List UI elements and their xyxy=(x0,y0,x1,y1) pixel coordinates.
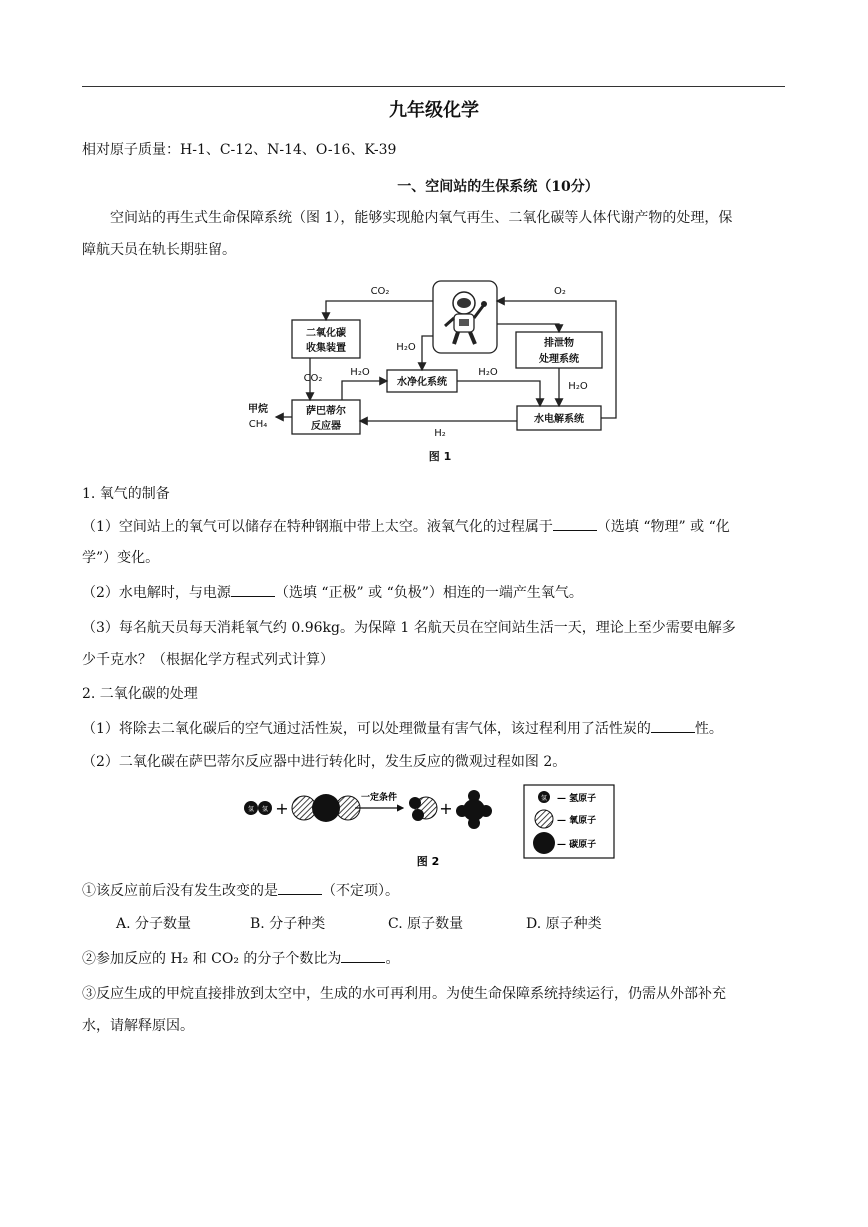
q2-sub2: ②参加反应的 H₂ 和 CO₂ 的分子个数比为 。 xyxy=(82,948,399,969)
intro-line-1: 空间站的再生式生命保障系统（图 1），能够实现舱内氧气再生、二氧化碳等人体代谢产物的处理，保 xyxy=(110,210,733,226)
q2-sub3-line1: ③反应生成的甲烷直接排放到太空中，生成的水可再利用。为使生命保障系统持续运行，仍需从外部补充 xyxy=(82,986,726,1002)
q2-sub3-line2: 水，请解释原因。 xyxy=(82,1018,194,1034)
svg-text:氢: 氢 xyxy=(261,806,269,813)
top-rule xyxy=(82,86,785,87)
q1-heading: 1. 氧气的制备 xyxy=(82,486,170,502)
box-sabatier-label-1: 萨巴蒂尔 xyxy=(306,406,346,417)
q1-part1-line2: 学”）变化。 xyxy=(82,550,160,566)
flow-label-h2: H₂ xyxy=(434,428,446,439)
figure-2-legend xyxy=(524,785,614,858)
co2-molecule xyxy=(292,794,360,822)
q2-heading: 2. 二氧化碳的处理 xyxy=(82,686,198,702)
figure-2-caption: 图 2 xyxy=(416,855,440,868)
legend-hydrogen-label: — 氢原子 xyxy=(557,794,597,804)
option-a: A. 分子数量 xyxy=(116,916,192,932)
flow-label-ch4: CH₄ xyxy=(248,419,268,430)
option-d: D. 原子种类 xyxy=(526,916,602,932)
page-title: 九年级化学 xyxy=(389,100,479,121)
figure-1-caption: 图 1 xyxy=(428,450,452,463)
box-water-purifier-label: 水净化系统 xyxy=(397,377,447,388)
h2o-molecule xyxy=(409,797,437,821)
answer-blank[interactable] xyxy=(651,718,695,733)
answer-blank[interactable] xyxy=(278,880,322,895)
q2-part1: （1）将除去二氧化碳后的空气通过活性炭，可以处理微量有害气体，该过程利用了活性炭的 性。 xyxy=(82,718,723,739)
flow-label-methane: 甲烷 xyxy=(248,404,268,415)
answer-blank[interactable] xyxy=(553,516,597,531)
flow-label-h2o-waste: H₂O xyxy=(568,381,588,392)
box-co2-collector-label-2: 收集装置 xyxy=(306,343,346,354)
option-c: C. 原子数量 xyxy=(388,916,464,932)
plus-sign-1: + xyxy=(275,799,289,818)
legend-oxygen-atom xyxy=(535,810,553,828)
legend-carbon-atom xyxy=(533,832,555,854)
astronaut-icon xyxy=(445,292,487,344)
legend-oxygen-label: — 氧原子 xyxy=(557,816,597,826)
flow-label-co2-left: CO₂ xyxy=(303,373,323,384)
q1-part3-line2: 少千克水？（根据化学方程式列式计算） xyxy=(82,652,334,668)
svg-text:氢: 氢 xyxy=(540,795,548,802)
flow-label-o2-top: O₂ xyxy=(554,286,566,297)
answer-blank[interactable] xyxy=(341,948,385,963)
box-waste-label-2: 处理系统 xyxy=(539,354,579,365)
intro-line-2: 障航天员在轨长期驻留。 xyxy=(82,242,236,258)
svg-text:氢: 氢 xyxy=(247,806,255,813)
q1-part1-line1: （1）空间站上的氧气可以储存在特种钢瓶中带上太空。液氧气化的过程属于 （选填 “物理” 或 “化 xyxy=(82,516,730,537)
reaction-condition: 一定条件 xyxy=(360,793,398,803)
box-sabatier-label-2: 反应器 xyxy=(311,421,341,432)
section-heading: 一、空间站的生保系统（10分） xyxy=(397,179,599,195)
figure-2-diagram xyxy=(238,784,628,874)
atomic-mass-line: 相对原子质量：H-1、C-12、N-14、O-16、K-39 xyxy=(82,142,397,158)
q2-sub1: ①该反应前后没有发生改变的是 （不定项）。 xyxy=(82,880,399,901)
q1-part2: （2）水电解时，与电源 （选填 “正极” 或 “负极”）相连的一端产生氧气。 xyxy=(82,582,583,603)
h2-molecule xyxy=(244,801,272,815)
flow-label-co2-top: CO₂ xyxy=(370,286,390,297)
q2-part2: （2）二氧化碳在萨巴蒂尔反应器中进行转化时，发生反应的微观过程如图 2。 xyxy=(82,754,567,770)
legend-carbon-label: — 碳原子 xyxy=(557,840,597,850)
flow-label-h2o-astronaut: H₂O xyxy=(396,342,416,353)
box-co2-collector-label-1: 二氧化碳 xyxy=(306,328,346,339)
option-b: B. 分子种类 xyxy=(250,916,326,932)
answer-blank[interactable] xyxy=(231,582,275,597)
figure-1-diagram xyxy=(240,276,640,466)
ch4-molecule xyxy=(456,790,492,829)
box-waste-label-1: 排泄物 xyxy=(544,338,574,349)
box-electrolysis-label: 水电解系统 xyxy=(534,414,584,425)
q1-part3-line1: （3）每名航天员每天消耗氧气约 0.96kg。为保障 1 名航天员在空间站生活一天，理论上至少需要电解多 xyxy=(82,620,736,636)
plus-sign-2: + xyxy=(439,799,453,818)
flow-label-h2o-purifier: H₂O xyxy=(478,367,498,378)
flow-label-h2o-sabatier: H₂O xyxy=(350,367,370,378)
